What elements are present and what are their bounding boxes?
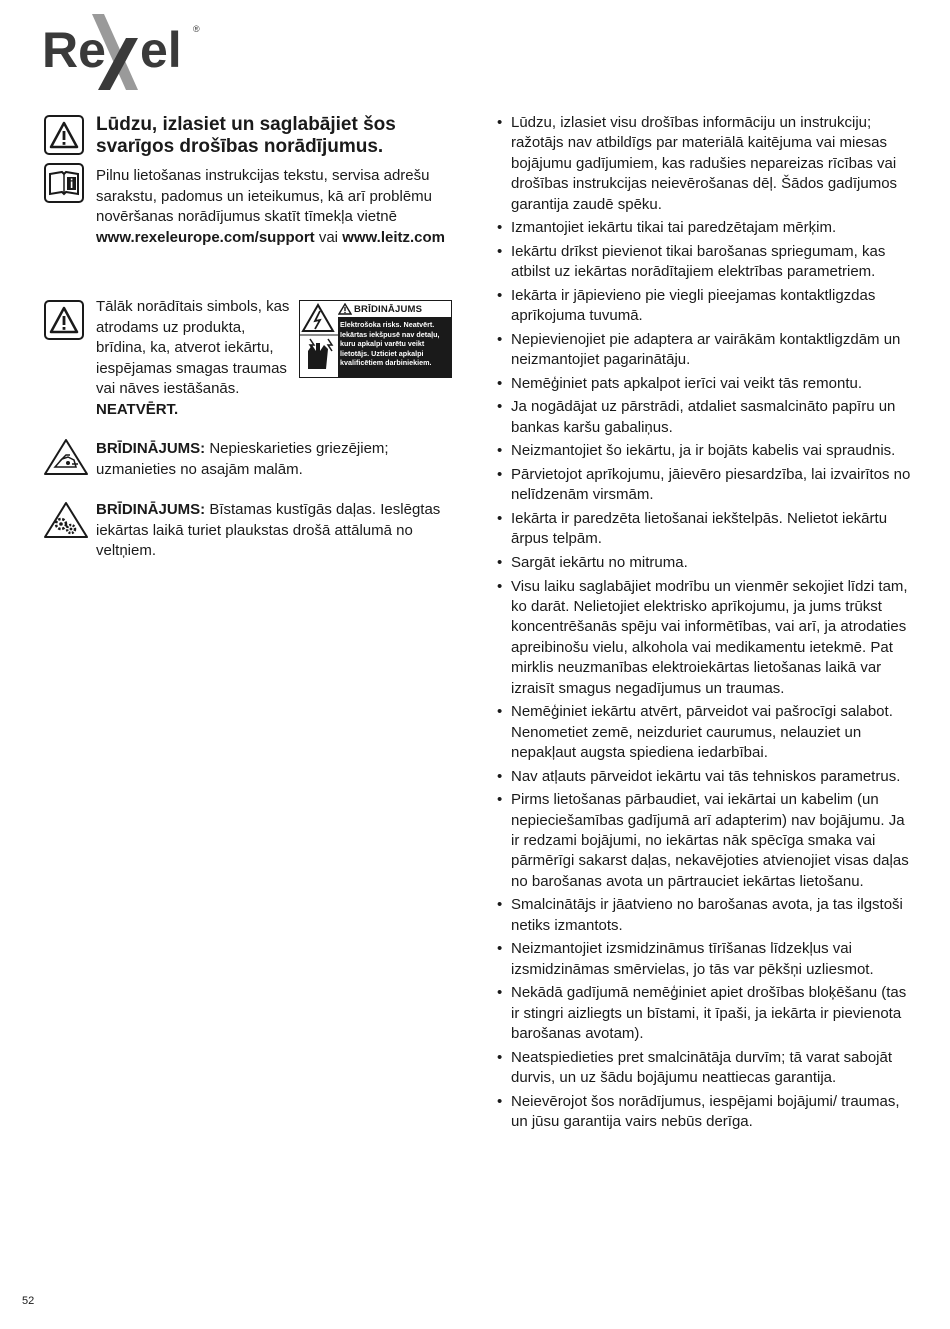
list-bullet: • (497, 330, 503, 348)
list-item-text: Smalcinātājs ir jāatvieno no barošanas avota, ja tas ilgstoši netiks izmantots. (511, 896, 903, 934)
list-bullet: • (497, 984, 503, 1002)
list-item-text: Nemēģiniet iekārtu atvērt, pārveidot vai pašrocīgi salabot. Nenometiet zemē, neizduriet caurumus, nelauziet un nepakļaut augsta spiediena iedarbībai. (511, 703, 893, 762)
list-item (497, 1092, 917, 1133)
list-bullet: • (497, 286, 503, 304)
list-bullet: • (497, 703, 503, 721)
do-not-open-text: NEATVĒRT. (96, 400, 179, 418)
list-bullet: • (497, 442, 503, 460)
intro-text: Pilnu lietošanas instrukcijas tekstu, servisa adrešu sarakstu, padomus un ieteikumus, kā arī problēmu novēršanas norādījumus skatīt tīmekļa vietnē (96, 167, 432, 225)
cutter-warning-icon (42, 437, 90, 477)
intro-or: vai (318, 228, 339, 246)
shock-warning-label (299, 300, 452, 378)
list-item-text: Visu laiku saglabājiet modrību un vienmēr sekojiet līdzi tam, ko darāt. Nelietojiet elektrisko aprīkojumu, ja jums trūkst koncentrēšanās spēju vai informētības, vai arī, ja atrodaties apreibinošu vielu, alkohola vai medikamentu ietekmē. Pat mirklis neuzmanības elektroiekārtas lietošanas laikā var izraisīt smagus negadījumus un traumas. (511, 577, 908, 697)
list-bullet: • (497, 219, 503, 237)
list-item (497, 577, 917, 699)
label-header (338, 301, 451, 318)
rexel-logo-graphic (40, 12, 210, 94)
leitz-link[interactable]: www.leitz.com (342, 228, 445, 246)
list-bullet: • (497, 398, 503, 416)
label-text: Elektrošoka risks. Neatvērt. Iekārtas iekšpusē nav detaļu, kuru apkalpi varētu veikt lietotājs. Uzticiet apkalpi kvalificētiem darbiniekiem. (338, 317, 451, 377)
list-item-text: Neizmantojiet šo iekārtu, ja ir bojāts kabelis vai spraudnis. (511, 442, 896, 460)
list-item (497, 939, 917, 980)
list-item (497, 286, 917, 327)
support-link[interactable]: www.rexeleurope.com/support (96, 228, 315, 246)
list-item (497, 242, 917, 283)
list-item-text: Neatspiedieties pret smalcinātāja durvīm; tā varat sabojāt durvis, un uz šādu bojājumu neattiecas garantija. (511, 1048, 893, 1087)
moving-parts-warning-icon (42, 500, 90, 540)
list-item (497, 397, 917, 438)
symbol-text: Tālāk norādītais simbols, kas atrodams uz produkta, brīdina, ka, atverot iekārtu, iespējamas smagas traumas vai nāves iestāšanās. (96, 298, 290, 397)
list-item-text: Nepievienojiet pie adaptera ar vairākām kontaktligzdām un neizmantojiet pagarinātāju. (511, 330, 901, 369)
list-bullet: • (497, 940, 503, 958)
list-item (497, 374, 917, 394)
list-item (497, 113, 917, 215)
list-item-text: Nekādā gadījumā nemēģiniet apiet drošības bloķēšanu (tas ir stingri aizliegts un bīstami, it īpaši, ja iekārta ir pievienota barošanas avotam). (511, 984, 907, 1043)
label-icons (300, 301, 338, 376)
list-item-text: Pārvietojot aprīkojumu, jāievēro piesardzība, lai izvairītos no nelīdzenām virsmām. (511, 466, 911, 504)
list-bullet: • (497, 554, 503, 571)
list-item-text: Ja nogādājat uz pārstrādi, atdaliet sasmalcināto papīru un bankas karšu gabaliņus. (511, 398, 896, 436)
list-item (497, 983, 917, 1044)
list-bullet: • (497, 1092, 503, 1110)
intro-paragraph (96, 166, 456, 248)
list-item (497, 553, 917, 573)
list-item-text: Pirms lietošanas pārbaudiet, vai iekārtai un kabelim (un nepieciešamības gadījumā arī adapterim) nav bojājumu. Ja ir redzami bojājumi, no iekārtas nāk spēcīga smaka vai pārmērīgi sakarst daļas, nekavējoties atvienojiet visas daļas no barošanas avota un pārtrauciet iekārtas lietošanu. (511, 791, 909, 890)
list-bullet: • (497, 466, 503, 483)
label-title: BRĪDINĀJUMS (354, 303, 423, 315)
warning1-label: BRĪDINĀJUMS: (96, 440, 206, 457)
list-item (497, 767, 917, 787)
list-item-text: Iekārtu drīkst pievienot tikai barošanas spriegumam, kas atbilst uz iekārtas norādītajiem elektrības parametriem. (511, 242, 886, 281)
list-item (497, 218, 917, 238)
list-bullet: • (497, 374, 503, 392)
rexel-logo-el: el (140, 22, 182, 78)
moving-parts-warning-text (96, 500, 456, 562)
list-bullet: • (497, 767, 503, 785)
cutter-warning-text (96, 439, 456, 480)
rexel-logo (40, 12, 210, 94)
warning-triangle-icon (44, 115, 84, 155)
list-item-text: Sargāt iekārtu no mitruma. (511, 554, 688, 571)
list-item (497, 465, 917, 506)
read-manual-icon (44, 163, 84, 203)
label-warning-icon (338, 303, 352, 315)
list-item (497, 1048, 917, 1089)
symbol-explanation (96, 297, 296, 420)
list-item-text: Lūdzu, izlasiet visu drošības informāciju un instrukciju; ražotājs nav atbildīgs par materiālā kaitējuma vai miesas bojājumu gadījumiem, kas radušies nepareizas rīcības vai drošības instrukcijas neievērošanas dēļ. Šādos gadījumos garantija zaudē spēku. (511, 114, 898, 213)
warning-triangle-icon (44, 300, 84, 340)
list-bullet: • (497, 577, 503, 595)
list-item-text: Iekārta ir jāpievieno pie viegli pieejamas kontaktligzdas aprīkojuma tuvumā. (511, 286, 876, 325)
list-item (497, 330, 917, 371)
warning2-text: Bīstamas kustīgās daļas. Ieslēgtas iekārtas laikā turiet plaukstas drošā attālumā no veltņiem. (96, 501, 441, 559)
list-bullet: • (497, 896, 503, 914)
list-item-text: Iekārta ir paredzēta lietošanai iekštelpās. Nelietot iekārtu ārpus telpām. (511, 510, 888, 548)
list-item-text: Izmantojiet iekārtu tikai tai paredzētajam mērķim. (511, 219, 837, 237)
warning1-text: Nepieskarieties griezējiem; uzmanieties no asajām malām. (96, 440, 389, 478)
rexel-logo-re: Re (42, 22, 106, 78)
list-bullet: • (497, 791, 503, 809)
registered-mark: ® (193, 24, 200, 34)
page-number: 52 (22, 1295, 35, 1307)
list-item-text: Nav atļauts pārveidot iekārtu vai tās tehniskos parametrus. (511, 767, 901, 785)
list-bullet: • (497, 242, 503, 260)
list-bullet: • (497, 114, 503, 131)
list-item (497, 702, 917, 763)
warning2-label: BRĪDINĀJUMS: (96, 501, 206, 518)
safety-instructions-list (497, 113, 917, 1136)
list-item (497, 790, 917, 892)
list-item-text: Neievērojot šos norādījumus, iespējami bojājumi/ traumas, un jūsu garantija vairs nebūs derīga. (511, 1092, 900, 1131)
page-heading: Lūdzu, izlasiet un saglabājiet šos svarīgos drošības norādījumus. (96, 114, 396, 157)
list-item-text: Nemēģiniet pats apkalpot ierīci vai veikt tās remontu. (511, 374, 862, 392)
list-bullet: • (497, 510, 503, 527)
list-item-text: Neizmantojiet izsmidzināmus tīrīšanas līdzekļus vai izsmidzināmas smērvielas, jo tās var pēkšņi uzliesmot. (511, 940, 874, 978)
list-item (497, 509, 917, 550)
list-item (497, 441, 917, 461)
list-bullet: • (497, 1048, 503, 1066)
list-item (497, 895, 917, 936)
